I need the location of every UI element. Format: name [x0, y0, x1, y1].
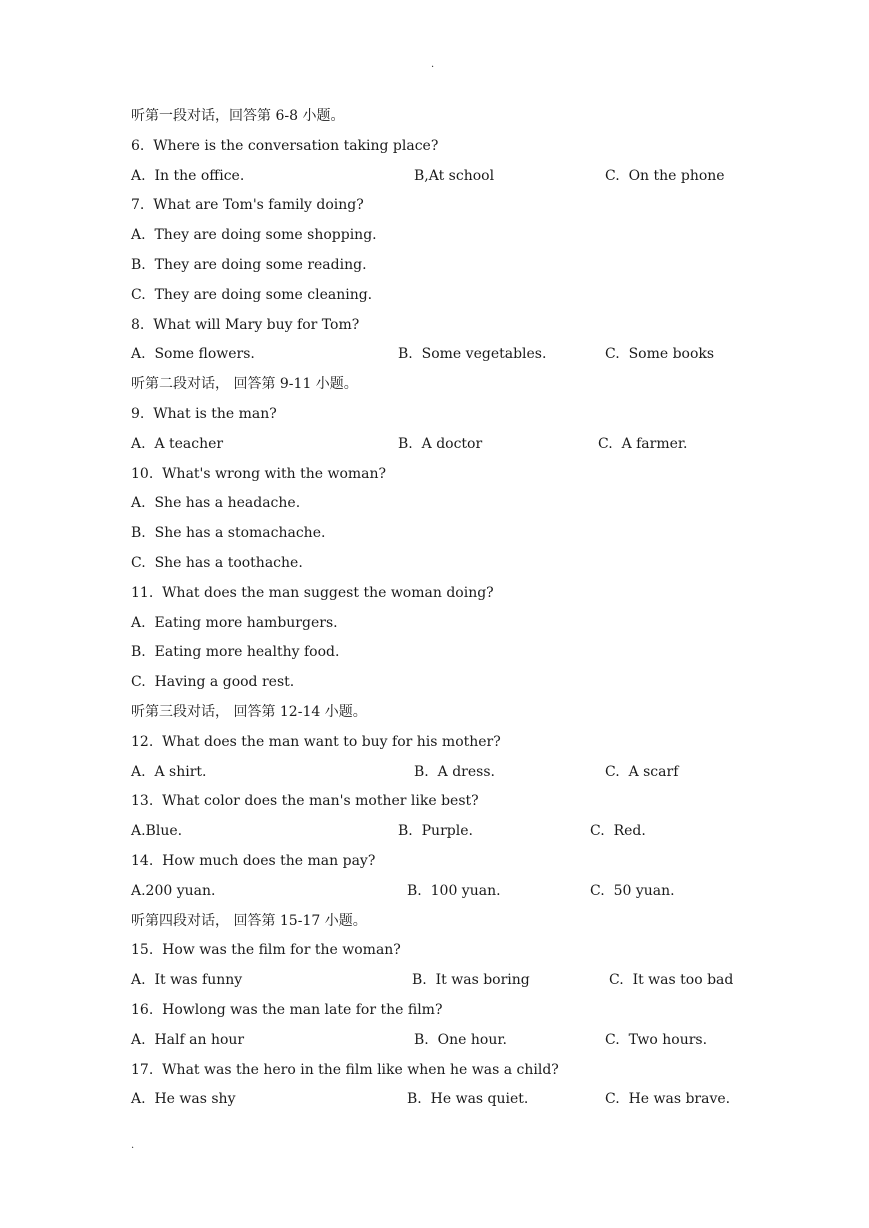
question-text: 13. What color does the man's mother like best?	[131, 793, 479, 810]
options-row	[131, 966, 771, 996]
answer-option[interactable]: B. A dress.	[414, 763, 495, 780]
options-row	[131, 340, 771, 370]
section-heading: 听第四段对话， 回答第 15-17 小题。	[131, 912, 367, 929]
answer-option[interactable]: C. A scarf	[605, 763, 679, 780]
answer-option[interactable]: B. She has a stomachache.	[131, 525, 326, 542]
options-row	[131, 1026, 771, 1056]
options-row	[131, 162, 771, 192]
question-text: 17. What was the hero in the film like when he was a child?	[131, 1061, 559, 1078]
options-row	[131, 1085, 771, 1115]
listening-section-content	[131, 102, 771, 1115]
answer-option[interactable]: A.Blue.	[131, 823, 183, 840]
question-text: 7. What are Tom's family doing?	[131, 197, 364, 214]
options-row	[131, 430, 771, 460]
question-text: 12. What does the man want to buy for his mother?	[131, 733, 501, 750]
answer-option[interactable]: A. A shirt.	[131, 763, 207, 780]
answer-option[interactable]: B. It was boring	[412, 972, 530, 989]
answer-option[interactable]: C. Having a good rest.	[131, 674, 295, 691]
answer-option[interactable]: A.200 yuan.	[131, 882, 216, 899]
answer-option[interactable]: B. They are doing some reading.	[131, 256, 367, 273]
answer-option[interactable]: A. He was shy	[131, 1091, 236, 1108]
bottom-mark: .	[131, 1140, 135, 1151]
question-text: 14. How much does the man pay?	[131, 852, 376, 869]
options-row	[131, 877, 771, 907]
question-text: 10. What's wrong with the woman?	[131, 465, 387, 482]
question-text: 15. How was the film for the woman?	[131, 942, 401, 959]
answer-option[interactable]: B. Some vegetables.	[398, 346, 547, 363]
answer-option[interactable]: B. Purple.	[398, 823, 473, 840]
answer-option[interactable]: C. Two hours.	[605, 1031, 708, 1048]
answer-option[interactable]: B. 100 yuan.	[407, 882, 501, 899]
answer-option[interactable]: A. Half an hour	[131, 1031, 245, 1048]
section-heading: 听第二段对话， 回答第 9-11 小题。	[131, 376, 358, 393]
answer-option[interactable]: C. Red.	[590, 823, 646, 840]
answer-option[interactable]: C. He was brave.	[605, 1091, 731, 1108]
question-text: 8. What will Mary buy for Tom?	[131, 316, 360, 333]
answer-option[interactable]: A. A teacher	[131, 435, 224, 452]
question-text: 11. What does the man suggest the woman doing?	[131, 584, 494, 601]
answer-option[interactable]: C. A farmer.	[598, 435, 688, 452]
answer-option[interactable]: C. They are doing some cleaning.	[131, 286, 373, 303]
options-row	[131, 817, 771, 847]
answer-option[interactable]: A. They are doing some shopping.	[131, 227, 377, 244]
answer-option[interactable]: A. It was funny	[131, 972, 243, 989]
answer-option[interactable]: A. She has a headache.	[131, 495, 301, 512]
answer-option[interactable]: B. One hour.	[414, 1031, 507, 1048]
answer-option[interactable]: A. Eating more hamburgers.	[131, 614, 338, 631]
question-text: 16. Howlong was the man late for the film?	[131, 1001, 443, 1018]
answer-option[interactable]: B. A doctor	[398, 435, 483, 452]
question-text: 9. What is the man?	[131, 405, 277, 422]
question-text: 6. Where is the conversation taking place?	[131, 137, 439, 154]
section-heading: 听第一段对话，回答第 6-8 小题。	[131, 108, 345, 124]
answer-option[interactable]: C. 50 yuan.	[590, 882, 675, 899]
top-mark: ·	[431, 62, 435, 73]
section-heading: 听第三段对话， 回答第 12-14 小题。	[131, 703, 367, 720]
answer-option[interactable]: B. He was quiet.	[407, 1091, 529, 1108]
answer-option[interactable]: C. Some books	[605, 346, 715, 363]
answer-option[interactable]: C. On the phone	[605, 167, 725, 184]
answer-option[interactable]: B,At school	[414, 167, 495, 184]
answer-option[interactable]: B. Eating more healthy food.	[131, 644, 340, 661]
answer-option[interactable]: A. Some flowers.	[131, 346, 255, 363]
answer-option[interactable]: C. It was too bad	[609, 972, 734, 989]
answer-option[interactable]: A. In the office.	[131, 167, 245, 184]
options-row	[131, 758, 771, 788]
answer-option[interactable]: C. She has a toothache.	[131, 554, 303, 571]
